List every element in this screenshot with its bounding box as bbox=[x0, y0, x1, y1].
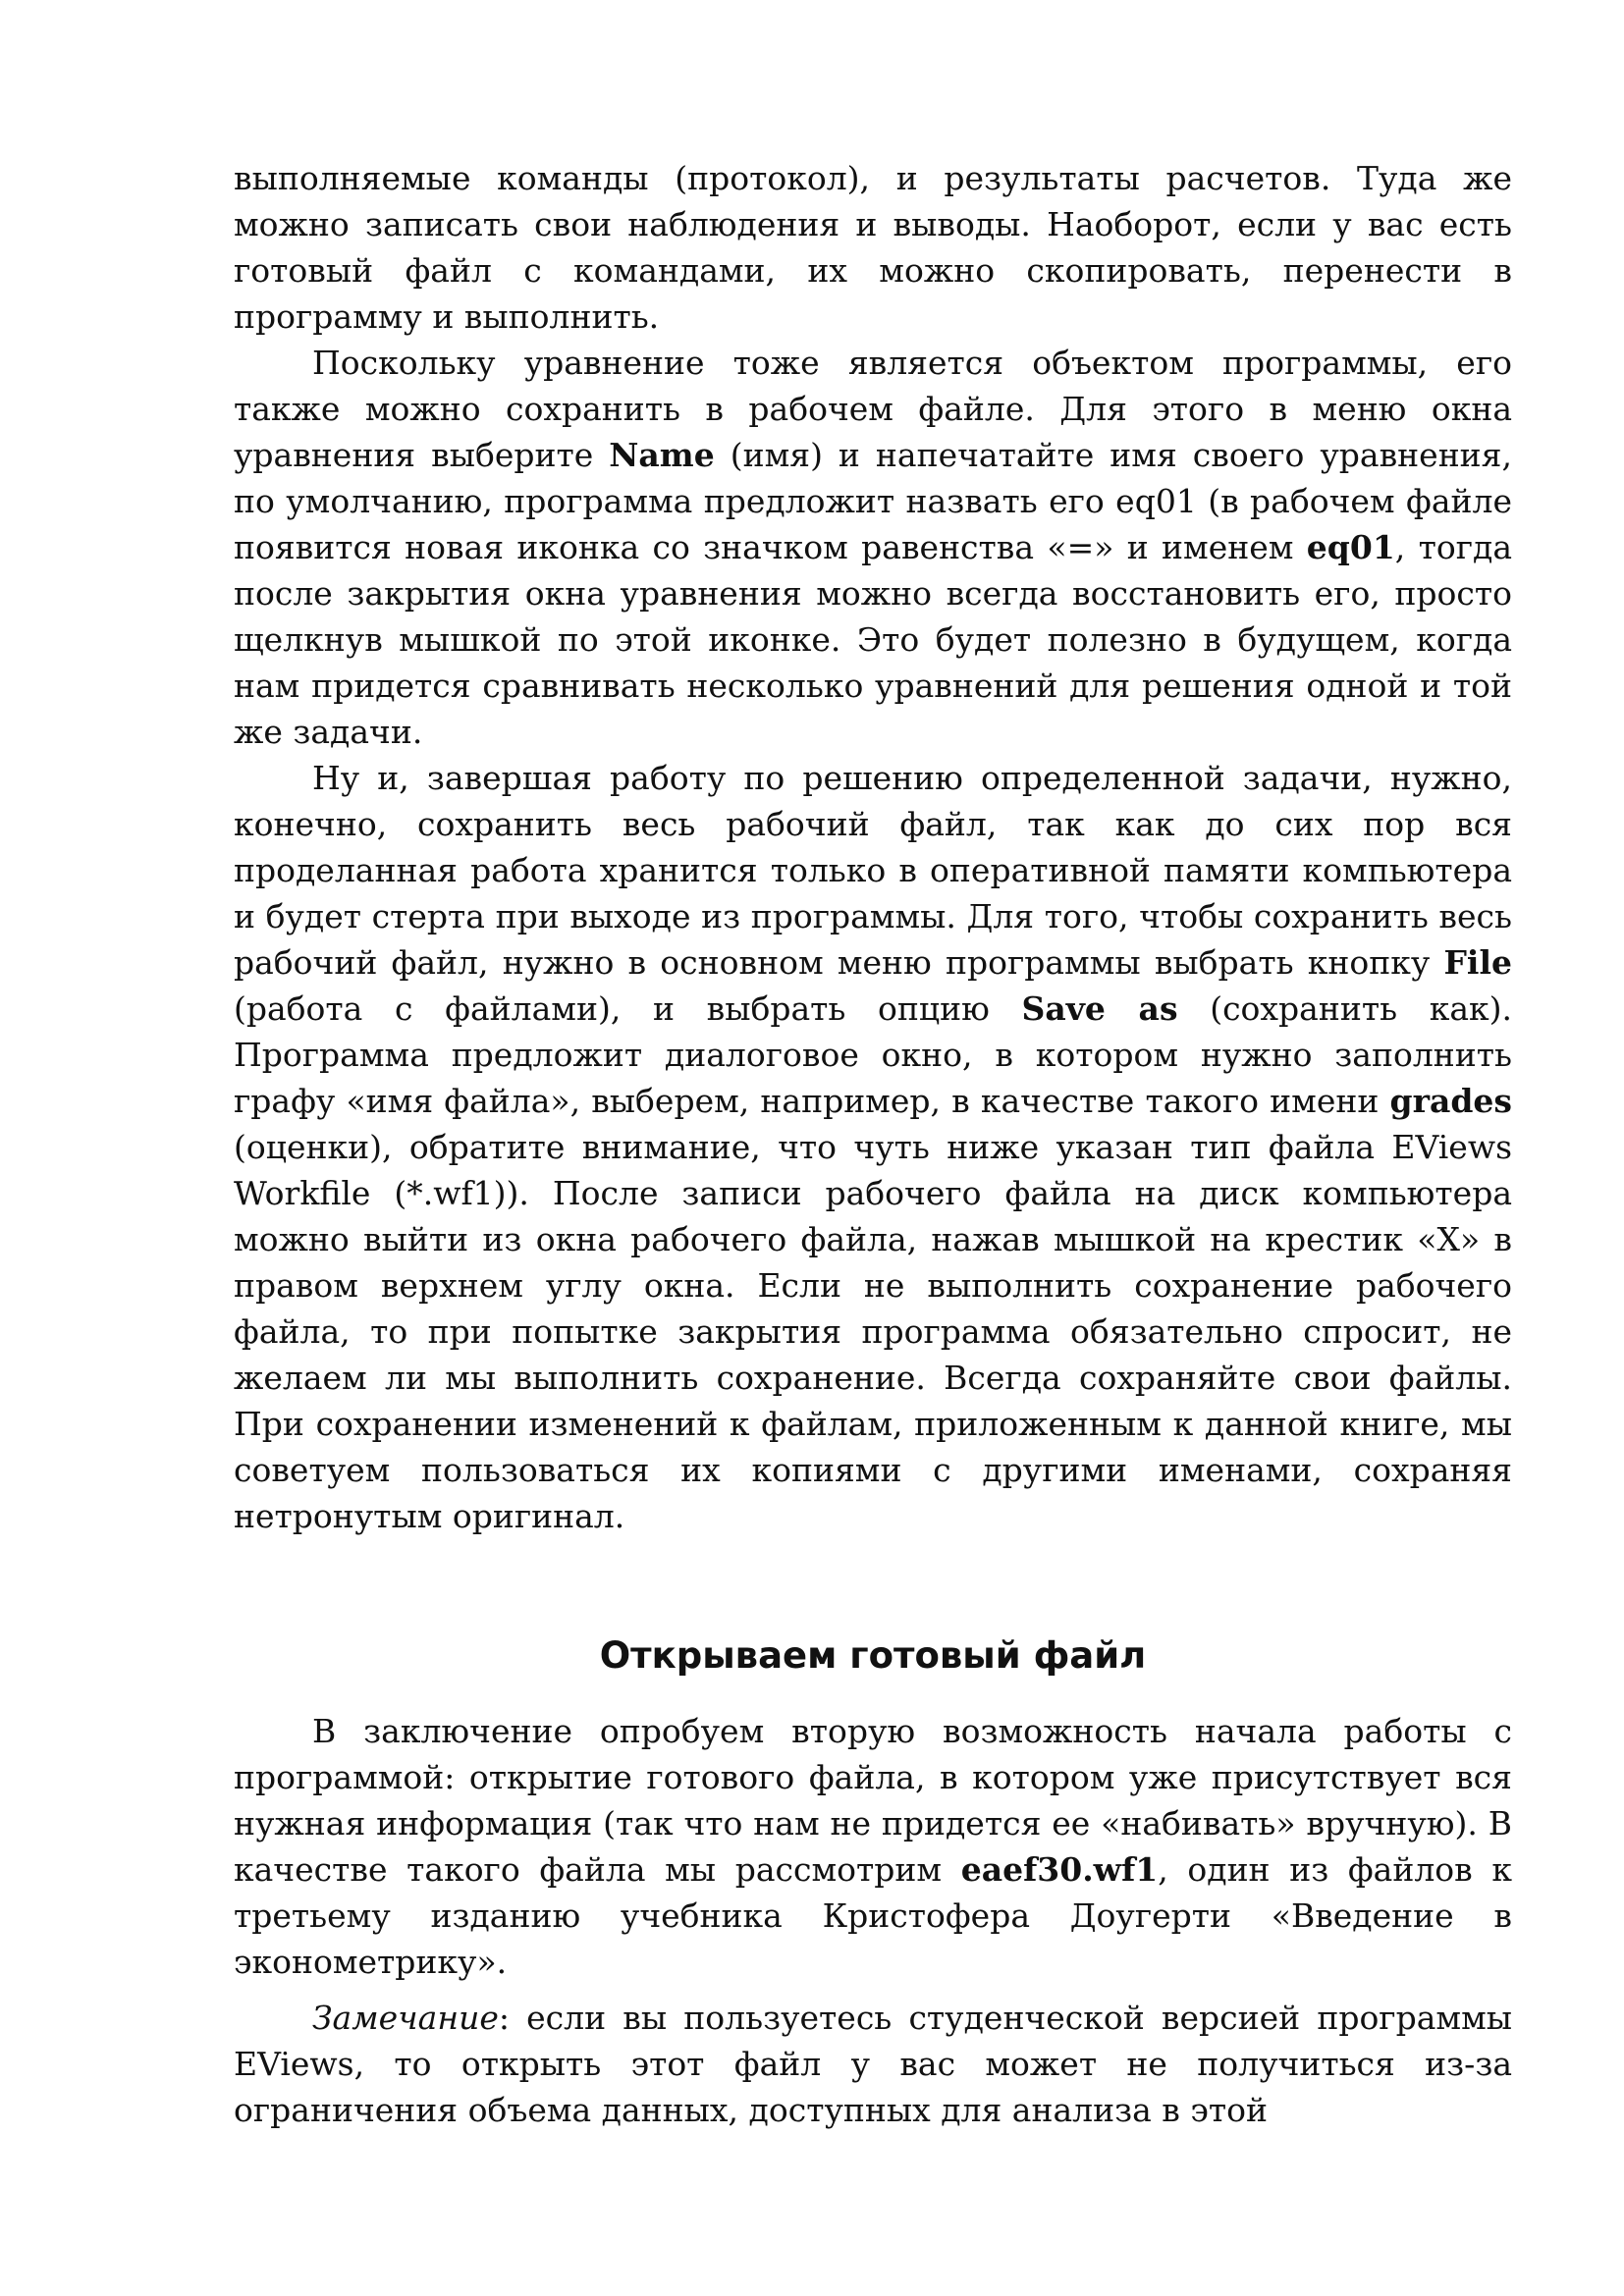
text-run: (работа с файлами), и выбрать опцию bbox=[234, 989, 1022, 1028]
text-run: (сохранить как). Программа предложит диалоговое окно, в котором нужно заполнить графу «имя файла», выберем, например, в качестве такого имени bbox=[234, 989, 1512, 1120]
bold-term: eq01 bbox=[1306, 528, 1395, 566]
text-run: Поскольку уравнение тоже является объектом программы, его также можно сохранить в рабочем файле. Для этого в меню окна уравнения выберите bbox=[234, 344, 1512, 474]
bold-term: eaef30.wf1 bbox=[960, 1850, 1159, 1889]
text-run: (оценки), обратите внимание, что чуть ниже указан тип файла EViews Workfile (*.wf1)). После записи рабочего файла на диск компьютера можно выйти из окна рабочего файла, нажав мышкой на крестик «X» в правом верхнем углу окна. Если не выполнить сохранение рабочего файла, то при попытке закрытия программа обязательно спросит, не желаем ли мы выполнить сохранение. Всегда сохраняйте свои файлы. При сохранении изменений к файлам, приложенным к данной книге, мы советуем пользоваться их копиями с другими именами, сохраняя нетронутым оригинал. bbox=[234, 1128, 1512, 1535]
paragraph-3 bbox=[234, 755, 1512, 1539]
bold-term: File bbox=[1443, 943, 1512, 982]
body-text-top bbox=[234, 155, 1512, 1539]
text-run: В заключение опробуем вторую возможность начала работы с программой: открытие готового файла, в котором уже присутствует вся нужная информация (так что нам не придется ее «набивать» вручную). В качестве такого файла мы рассмотрим bbox=[234, 1712, 1512, 1889]
paragraph-2 bbox=[234, 340, 1512, 755]
text-run: , один из файлов к третьему изданию учебника Кристофера Доугерти «Введение в эконометрику». bbox=[234, 1850, 1513, 1981]
text-run: Ну и, завершая работу по решению определенной задачи, нужно, конечно, сохранить весь рабочий файл, так как до сих пор вся проделанная работа хранится только в оперативной памяти компьютера и будет стерта при выходе из программы. Для того, чтобы сохранить весь рабочий файл, нужно в основном меню программы выбрать кнопку bbox=[234, 759, 1512, 982]
paragraph-1 bbox=[234, 155, 1512, 340]
text-run: : если вы пользуетесь студенческой версией программы EViews, то открыть этот файл у вас может не получиться из-за ограничения объема данных, доступных для анализа в этой bbox=[234, 1999, 1512, 2129]
bold-term: Name bbox=[609, 436, 715, 474]
text-run: выполняемые команды (протокол), и результаты расчетов. Туда же можно записать свои наблюдения и выводы. Наоборот, если у вас есть готовый файл с командами, их можно скопировать, перенести в программу и выполнить. bbox=[234, 159, 1512, 336]
body-text-bottom bbox=[234, 1708, 1512, 2133]
paragraph-5 bbox=[234, 1995, 1512, 2133]
paragraph-4 bbox=[234, 1708, 1512, 1985]
section-heading: Открываем готовый файл bbox=[599, 1634, 1147, 1677]
italic-term: Замечание bbox=[312, 1999, 499, 2037]
paragraph-gap bbox=[234, 1985, 1512, 1995]
bold-term: Save as bbox=[1021, 989, 1178, 1028]
bold-term: grades bbox=[1389, 1082, 1512, 1120]
text-run: , тогда после закрытия окна уравнения можно всегда восстановить его, просто щелкнув мышкой по этой иконке. Это будет полезно в будущем, когда нам придется сравнивать несколько уравнений для решения одной и той же задачи. bbox=[234, 528, 1513, 751]
text-run: (имя) и напечатайте имя своего уравнения, по умолчанию, программа предложит назвать его eq01 (в рабочем файле появится новая иконка со значком равенства «=» и именем bbox=[234, 436, 1512, 566]
